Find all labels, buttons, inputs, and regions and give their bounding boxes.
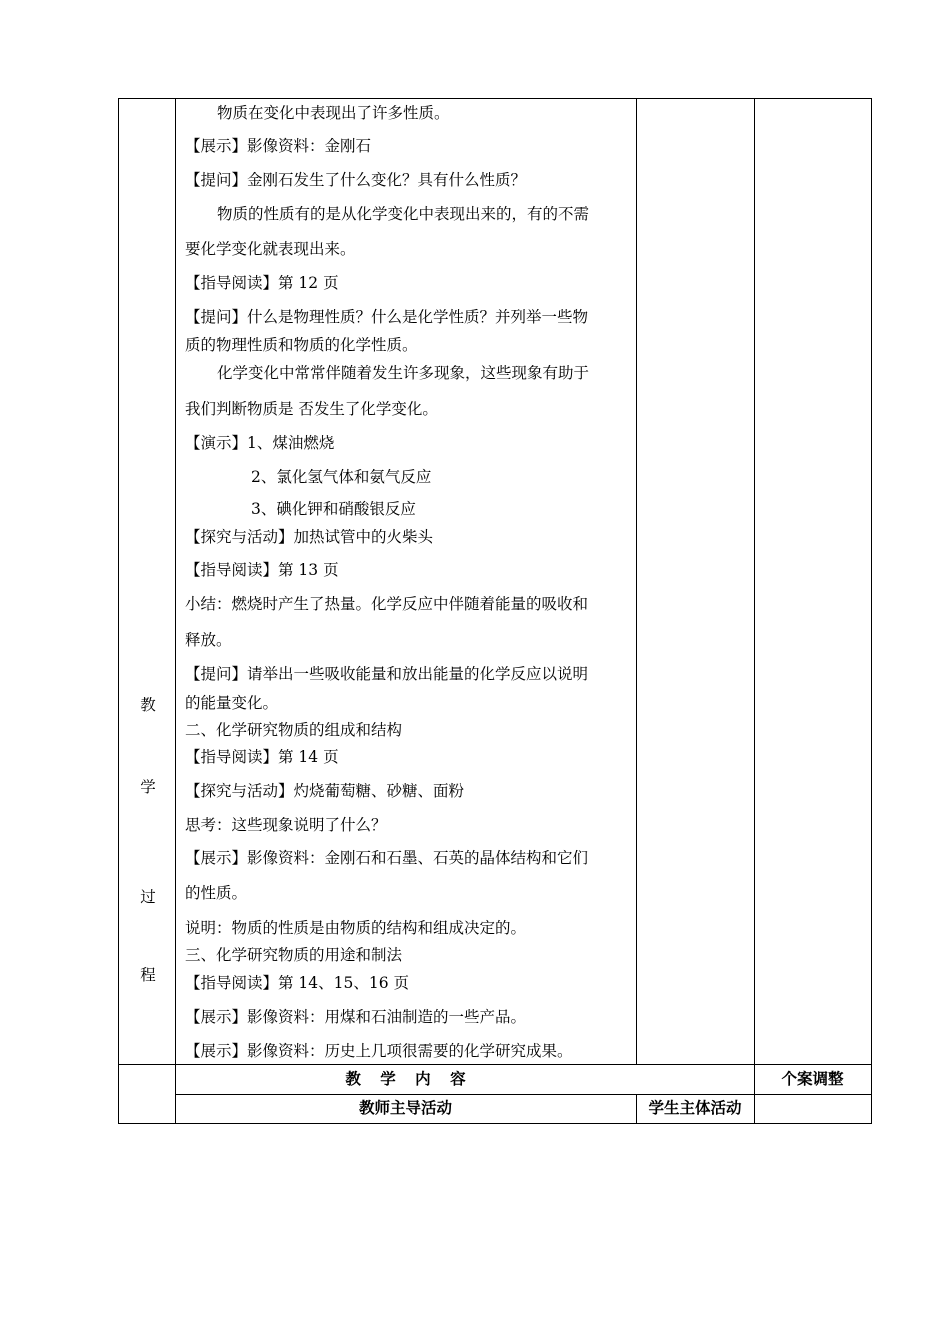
content-line: 【提问】什么是物理性质？什么是化学性质？并列举一些物 xyxy=(185,308,589,326)
content-line: 思考：这些现象说明了什么？ xyxy=(185,816,387,834)
table-border-bottom xyxy=(118,1123,872,1124)
side-label-char: 程 xyxy=(140,966,156,984)
content-line: 【提问】请举出一些吸收能量和放出能量的化学反应以说明 xyxy=(185,665,589,683)
content-line: 【指导阅读】第 14、15、16 页 xyxy=(185,974,410,992)
content-line: 【展示】影像资料：用煤和石油制造的一些产品。 xyxy=(185,1008,527,1026)
content-line: 要化学变化就表现出来。 xyxy=(185,240,356,258)
side-label-char: 教 xyxy=(140,696,156,714)
content-line: 【指导阅读】第 14 页 xyxy=(185,748,339,766)
content-line: 【指导阅读】第 12 页 xyxy=(185,274,339,292)
content-line: 【展示】影像资料：金刚石 xyxy=(185,137,372,155)
teacher-activity-header: 教师主导活动 xyxy=(358,1099,452,1117)
content-line: 【演示】1、煤油燃烧 xyxy=(185,434,335,452)
content-line: 【指导阅读】第 13 页 xyxy=(185,561,339,579)
content-line: 【提问】金刚石发生了什么变化？具有什么性质？ xyxy=(185,171,527,189)
table-divider-1 xyxy=(175,98,176,1124)
content-line: 质的物理性质和物质的化学性质。 xyxy=(185,336,418,354)
content-line: 我们判断物质是 否发生了化学变化。 xyxy=(185,400,438,418)
table-row-divider-1 xyxy=(118,1064,872,1065)
content-line: 2、氯化氢气体和氨气反应 xyxy=(251,468,432,486)
side-label-char: 学 xyxy=(140,778,156,796)
content-line: 三、化学研究物质的用途和制法 xyxy=(185,946,403,964)
table-border-top xyxy=(118,98,872,99)
table-divider-3 xyxy=(754,98,755,1124)
content-line: 【探究与活动】加热试管中的火柴头 xyxy=(185,528,434,546)
content-line: 的性质。 xyxy=(185,884,248,902)
content-line: 物质的性质有的是从化学变化中表现出来的，有的不需 xyxy=(217,205,590,223)
student-activity-header: 学生主体活动 xyxy=(648,1099,742,1117)
content-line: 释放。 xyxy=(185,631,232,649)
content-line: 小结：燃烧时产生了热量。化学反应中伴随着能量的吸收和 xyxy=(185,595,589,613)
content-line: 的能量变化。 xyxy=(185,694,279,712)
case-adjustment-header: 个案调整 xyxy=(781,1070,844,1088)
content-line: 二、化学研究物质的组成和结构 xyxy=(185,721,403,739)
table-border-left xyxy=(118,98,119,1124)
content-line: 化学变化中常常伴随着发生许多现象，这些现象有助于 xyxy=(217,364,590,382)
content-line: 说明：物质的性质是由物质的结构和组成决定的。 xyxy=(185,919,527,937)
table-divider-2 xyxy=(636,98,637,1064)
content-line: 3、碘化钾和硝酸银反应 xyxy=(251,500,416,518)
content-line: 【探究与活动】灼烧葡萄糖、砂糖、面粉 xyxy=(185,782,465,800)
table-border-right xyxy=(871,98,872,1124)
content-line: 【展示】影像资料：历史上几项很需要的化学研究成果。 xyxy=(185,1042,573,1060)
teaching-content-header: 教 学 内 容 xyxy=(345,1070,466,1088)
content-line: 物质在变化中表现出了许多性质。 xyxy=(217,104,450,122)
side-label-char: 过 xyxy=(140,888,156,906)
table-row-divider-2 xyxy=(175,1094,872,1095)
content-line: 【展示】影像资料：金刚石和石墨、石英的晶体结构和它们 xyxy=(185,849,589,867)
